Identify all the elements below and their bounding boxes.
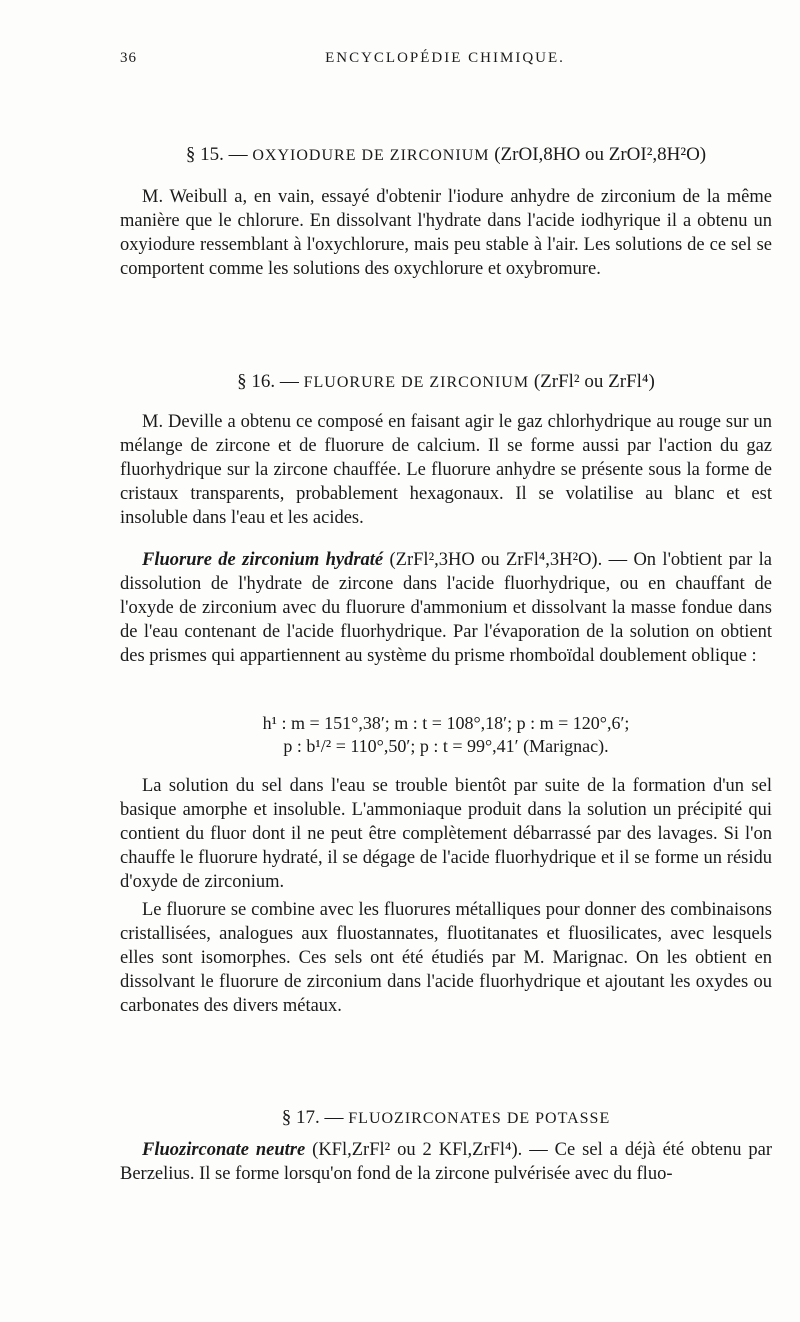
section-17-number: § 17. — (281, 1107, 344, 1128)
section-16-para-2 (120, 774, 772, 894)
section-16-paragraph: M. Deville a obtenu ce composé en faisant agir le gaz chlorhydrique au rouge sur un mélange de zircone et de fluorure de calcium. Il se forme aussi par l'action du gaz fluorhydrique sur la zircone chauffée. Le fluorure anhydre se présente sous la forme de cristaux transparents, probablement hexagonaux. Il se volatilise au blanc et est insoluble dans l'eau et les acides. (120, 412, 772, 528)
combination-paragraph: Le fluorure se combine avec les fluorures métalliques pour donner des combinaisons cristallisées, analogues aux fluostannates, fluotitanates et fluosilicates, avec lesquels elles sont isomorphes. Ces sels ont été étudiés par M. Marignac. On les obtient en dissolvant le fluorure de zirconium dans l'acide fluorhydrique et ajoutant les oxydes ou carbonates des divers métaux. (120, 900, 772, 1016)
section-17-lead: Fluozirconate neutre (142, 1140, 306, 1160)
section-17-title: FLUOZIRCONATES DE POTASSE (348, 1110, 611, 1127)
section-15-paragraph: M. Weibull a, en vain, essayé d'obtenir l'iodure anhydre de zirconium de la même manière que le chlorure. En dissolvant l'hydrate dans l'acide iodhyrique il a obtenu un oxyiodure ressemblant à l'oxychlorure, mais peu stable à l'air. Les solutions de ce sel se comportent comme les solutions des oxychlorure et oxybromure. (120, 187, 772, 279)
section-16-hydrate (120, 548, 772, 668)
section-15-number: § 15. — (185, 144, 248, 165)
running-title: ENCYCLOPÉDIE CHIMIQUE. (325, 50, 565, 66)
hydrate-body: (ZrFl²,3HO ou ZrFl⁴,3H²O). — On l'obtient par la dissolution de l'hydrate de zircone dans l'acide fluorhydrique, ou en chauffant de l'oxyde de zirconium avec du fluorure d'ammonium et dissolvant la masse fondue dans de l'eau contenant de l'acide fluorhydrique. Par l'évaporation de la solution on obtient des prismes qui appartiennent au système du prisme rhomboïdal doublement oblique : (120, 550, 772, 666)
section-15-heading (120, 143, 772, 168)
section-17-heading (120, 1106, 772, 1131)
section-15-formula: (ZrOI,8HO ou ZrOI²,8H²O) (494, 144, 707, 165)
crystal-angles-line-1: h¹ : m = 151°,38′; m : t = 108°,18′; p : m = 120°,6′; (262, 713, 630, 733)
page-number: 36 (120, 50, 137, 66)
hydrate-paragraph (120, 548, 772, 668)
solution-paragraph: La solution du sel dans l'eau se trouble bientôt par suite de la formation d'un sel basique amorphe et insoluble. L'ammoniaque produit dans la solution un précipité qui contient du fluor dont il ne peut être complètement débarrassé par des lavages. Si l'on chauffe le fluorure hydraté, il se dégage de l'acide fluorhydrique et il se forme un résidu d'oxyde de zirconium. (120, 776, 772, 892)
section-16-formula: (ZrFl² ou ZrFl⁴) (533, 371, 655, 392)
section-17-body (120, 1138, 772, 1186)
hydrate-lead: Fluorure de zirconium hydraté (142, 550, 384, 570)
running-head (120, 50, 770, 80)
section-16-title: FLUORURE DE ZIRCONIUM (303, 374, 530, 391)
crystal-angles (120, 712, 772, 758)
section-17-paragraph (120, 1138, 772, 1186)
crystal-angles-line-2: p : b¹/² = 110°,50′; p : t = 99°,41′ (Marignac). (283, 736, 609, 756)
section-16-para-3 (120, 898, 772, 1018)
section-17-text: (KFl,ZrFl² ou 2 KFl,ZrFl⁴). — Ce sel a déjà été obtenu par Berzelius. Il se forme lorsqu'on fond de la zircone pulvérisée avec du fluo- (120, 1140, 773, 1184)
section-16-heading (120, 370, 772, 395)
section-16-number: § 16. — (237, 371, 299, 392)
section-15-title: OXYIODURE DE ZIRCONIUM (252, 147, 490, 164)
section-15-body (120, 185, 772, 281)
section-16-body (120, 410, 772, 530)
